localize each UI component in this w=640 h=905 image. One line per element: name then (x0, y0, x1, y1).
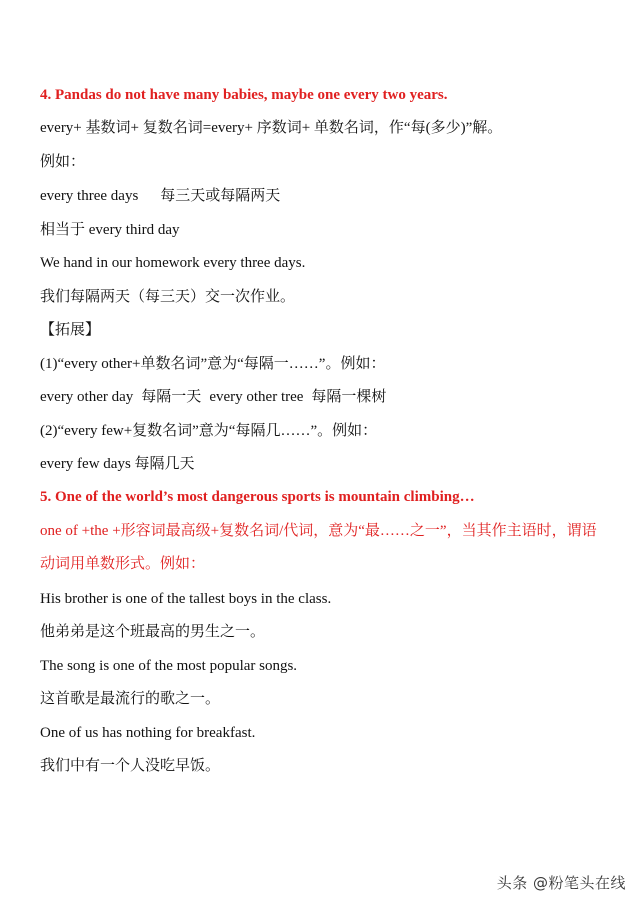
ext1-example-b-zh: 每隔一棵树 (311, 389, 387, 405)
example1-line (40, 185, 616, 207)
example-zh-1: 他弟弟是这个班最高的男生之一。 (40, 624, 266, 640)
extension-label: 【拓展】 (40, 322, 101, 338)
example1-zh: 每三天或每隔两天 (160, 188, 281, 204)
example-en-2: The song is one of the most popular songs. (40, 658, 298, 674)
watermark: 头条 @粉笔头在线 (496, 874, 626, 892)
section5-rule-line2: 动词用单数形式。例如： (40, 556, 206, 572)
example-en-3: One of us has nothing for breakfast. (40, 725, 256, 741)
example-zh-3: 我们中有一个人没吃早饭。 (40, 758, 221, 774)
ext1-example-a-en: every other day (40, 389, 134, 405)
section5-heading: 5. One of the world’s most dangerous sports is mountain climbing… (40, 489, 475, 505)
sentence-zh: 我们每隔两天（每三天）交一次作业。 (40, 289, 296, 305)
example-zh-2: 这首歌是最流行的歌之一。 (40, 691, 221, 707)
ext2-example: every few days 每隔几天 (40, 456, 195, 472)
example1-en: every three days (40, 188, 139, 204)
ext2-rule: (2)“every few+复数名词”意为“每隔几……”。例如： (40, 423, 378, 439)
ext1-example-b-en: every other tree (209, 389, 304, 405)
section4-rule: every+ 基数词+ 复数名词=every+ 序数词+ 单数名词，作“每(多少)”解。 (40, 120, 503, 136)
equivalent-line: 相当于 every third day (40, 222, 180, 238)
sentence-en: We hand in our homework every three days. (40, 255, 306, 271)
example-en-1: His brother is one of the tallest boys in the class. (40, 591, 332, 607)
section4-heading: 4. Pandas do not have many babies, maybe one every two years. (40, 87, 448, 103)
ext1-example-a-zh: 每隔一天 (141, 389, 202, 405)
ext1-examples (40, 386, 616, 408)
ext1-rule: (1)“every other+单数名词”意为“每隔一……”。例如： (40, 356, 386, 372)
section5-rule-line1: one of +the +形容词最高级+复数名词/代词，意为“最……之一”，当其作主语时，谓语 (40, 523, 597, 539)
example-label: 例如： (40, 154, 86, 170)
